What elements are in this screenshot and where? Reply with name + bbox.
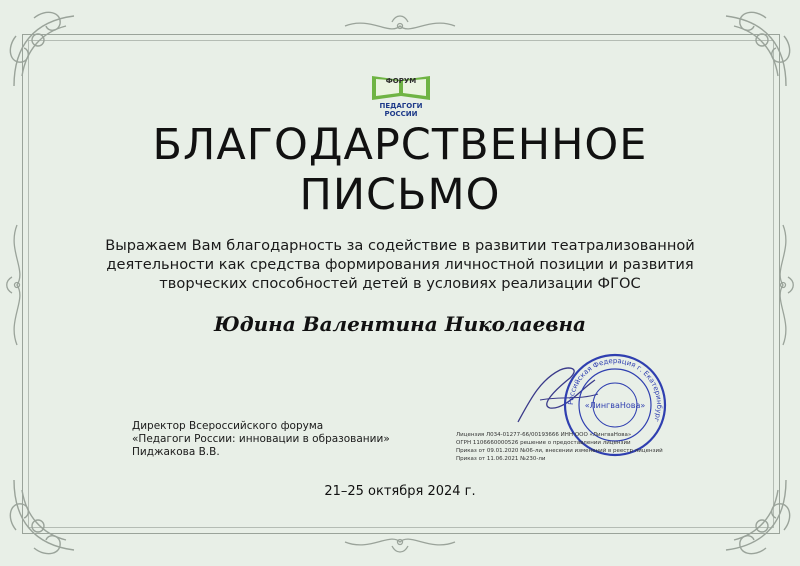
gratitude-line-3: творческих способностей детей в условиях реализации ФГОС	[159, 275, 641, 292]
director-forum: «Педагоги России: инновации в образовании»	[132, 433, 390, 445]
gratitude-line-2: деятельности как средства формирования личностной позиции и развития	[106, 256, 694, 273]
stamp-center-text: «ЛингваНова»	[584, 401, 646, 410]
bottom-center-ornament	[340, 528, 460, 556]
forum-logo	[364, 66, 438, 118]
license-line-1: Лицензия Л034-01277-66/00193666 ИНН ООО «ЛингваНова»	[456, 432, 632, 438]
gratitude-text	[90, 236, 710, 293]
director-name: Пиджакова В.В.	[132, 446, 220, 458]
license-block	[456, 431, 663, 463]
license-line-4: Приказ от 11.06.2021 №230-ли	[456, 456, 546, 462]
license-line-2: ОГРН 1106660000526 решение о предоставлении лицензии	[456, 440, 631, 446]
logo-bottom-text: ПЕДАГОГИ РОССИИ	[379, 102, 423, 118]
corner-ornament-top-left	[4, 6, 94, 96]
license-line-3: Приказ от 09.01.2020 №06-ли, внесении изменений в реестр лицензий	[456, 448, 663, 454]
recipient-name: Юдина Валентина Николаевна	[213, 312, 586, 336]
gratitude-line-1: Выражаем Вам благодарность за содействие в развитии театрализованной	[105, 237, 695, 254]
stamp-ring-text: Российская Федерация г. Екатеринбург	[566, 356, 664, 423]
corner-ornament-top-right	[706, 6, 796, 96]
title-line-2: ПИСЬМО	[299, 170, 501, 220]
director-title: Директор Всероссийского форума	[132, 420, 324, 432]
director-block	[132, 420, 390, 459]
logo-top-text: ФОРУМ	[385, 77, 417, 85]
top-center-ornament	[340, 12, 460, 40]
event-date: 21–25 октября 2024 г.	[324, 484, 476, 499]
title-line-1: БЛАГОДАРСТВЕННОЕ	[152, 120, 648, 170]
